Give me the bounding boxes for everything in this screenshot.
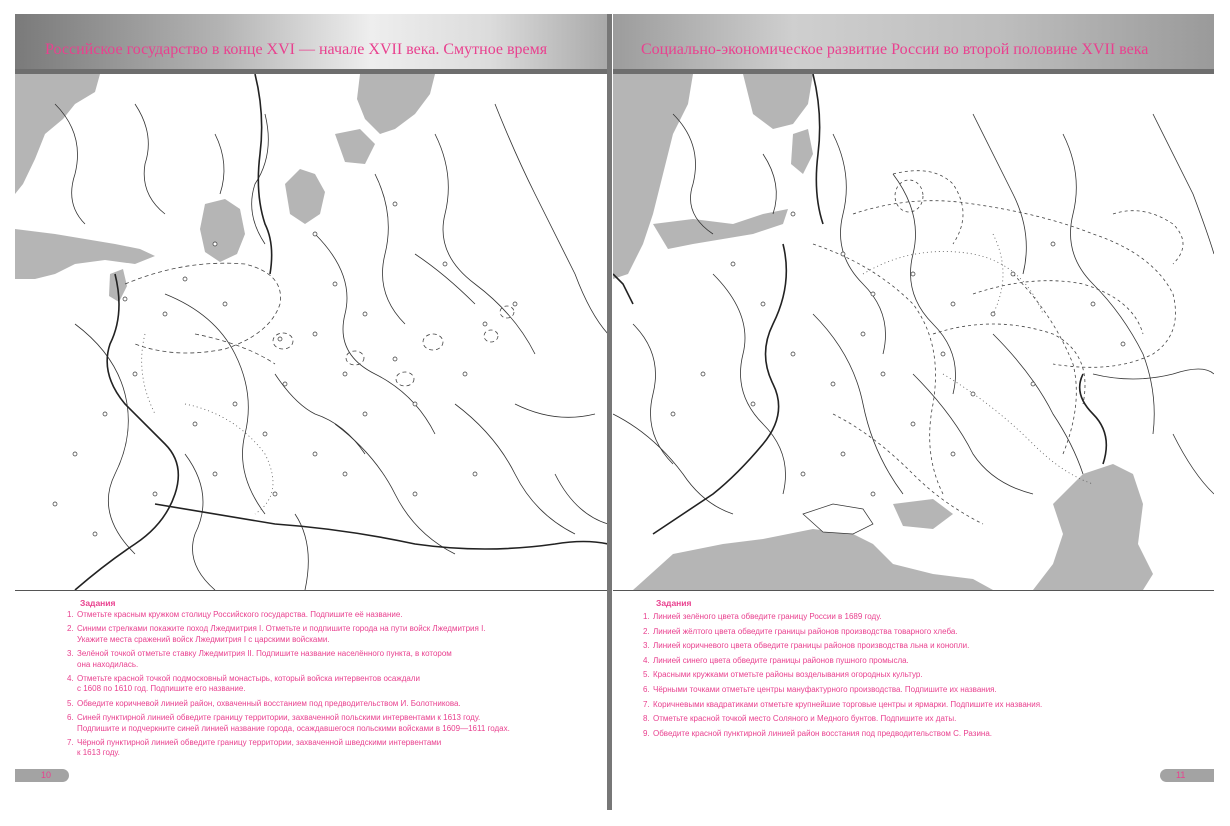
left-tasks-heading: Задания [80, 598, 116, 608]
task-item: 9. Обведите красной пунктирной линией район восстания под предводительством С. Разина. [643, 728, 993, 738]
right-page-number: 11 [1176, 770, 1186, 780]
task-item: 1. Отметьте красным кружком столицу Российского государства. Подпишите её название. [67, 610, 403, 619]
task-item: 5. Обведите коричневой линией район, охваченный восстанием под предводительством И. Болотникова. [67, 698, 461, 708]
task-item: 7. Коричневыми квадратиками отметьте крупнейшие торговые центры и ярмарки. Подпишите их названия. [643, 699, 1043, 709]
task-item: 6. Чёрными точками отметьте центры мануфактурного производства. Подпишите их названия. [643, 684, 997, 694]
right-map-border [613, 590, 1214, 591]
right-page-title: Социально-экономическое развитие России во второй половине XVII века [641, 41, 1149, 58]
left-page-tab [15, 769, 69, 782]
task-item: 3. Линией коричневого цвета обведите границы районов производства льна и конопли. [643, 641, 970, 651]
task-item: 2. Синими стрелками покажите поход Лжедмитрия I. Отметьте и подпишите города на пути войск Лжедмитрия I. Укажите места сражений войск Лжедмитрия I с царскими войсками. [67, 624, 486, 644]
task-item: 5. Красными кружками отметьте районы возделывания огородных культур. [643, 670, 923, 680]
left-contour-map [15, 74, 608, 590]
task-item: 4. Линией синего цвета обведите границы районов пушного промысла. [643, 655, 909, 665]
left-page-title: Российское государство в конце XVI — начале XVII века. Смутное время [45, 41, 548, 58]
right-tasks [613, 592, 1214, 810]
right-page [613, 14, 1214, 810]
right-task-list [643, 612, 1183, 743]
left-page [15, 14, 608, 810]
right-page-tab [1160, 769, 1214, 782]
book-spine [607, 14, 612, 810]
left-page-number: 10 [41, 770, 52, 780]
task-item: 4. Отметьте красной точкой подмосковный монастырь, который войска интервентов осаждали с 1608 по 1610 год. Подпишите его название. [67, 674, 420, 694]
task-item: 8. Отметьте красной точкой место Соляного и Медного бунтов. Подпишите их даты. [643, 714, 957, 724]
left-map-border [15, 590, 608, 591]
left-tasks [15, 592, 608, 810]
right-contour-map [613, 74, 1214, 590]
left-task-list [67, 610, 587, 763]
left-header [15, 14, 608, 69]
right-tasks-heading: Задания [656, 598, 692, 608]
task-item: 2. Линией жёлтого цвета обведите границы районов производства товарного хлеба. [643, 626, 958, 636]
right-header [613, 14, 1214, 69]
task-item: 3. Зелёной точкой отметьте ставку Лжедмитрия II. Подпишите название населённого пункта, в котором она находилась. [67, 649, 452, 669]
task-item: 1. Линией зелёного цвета обведите границу России в 1689 году. [643, 612, 882, 621]
task-item: 7. Чёрной пунктирной линией обведите границу территории, захваченной шведскими интервентами к 1613 году. [67, 738, 442, 758]
task-item: 6. Синей пунктирной линией обведите границу территории, захваченной польскими интервентами к 1613 году. Подпишите и подчеркните синей линией название города, осаждавшегося польскими войсками в 1609—1611 годах. [67, 713, 510, 733]
